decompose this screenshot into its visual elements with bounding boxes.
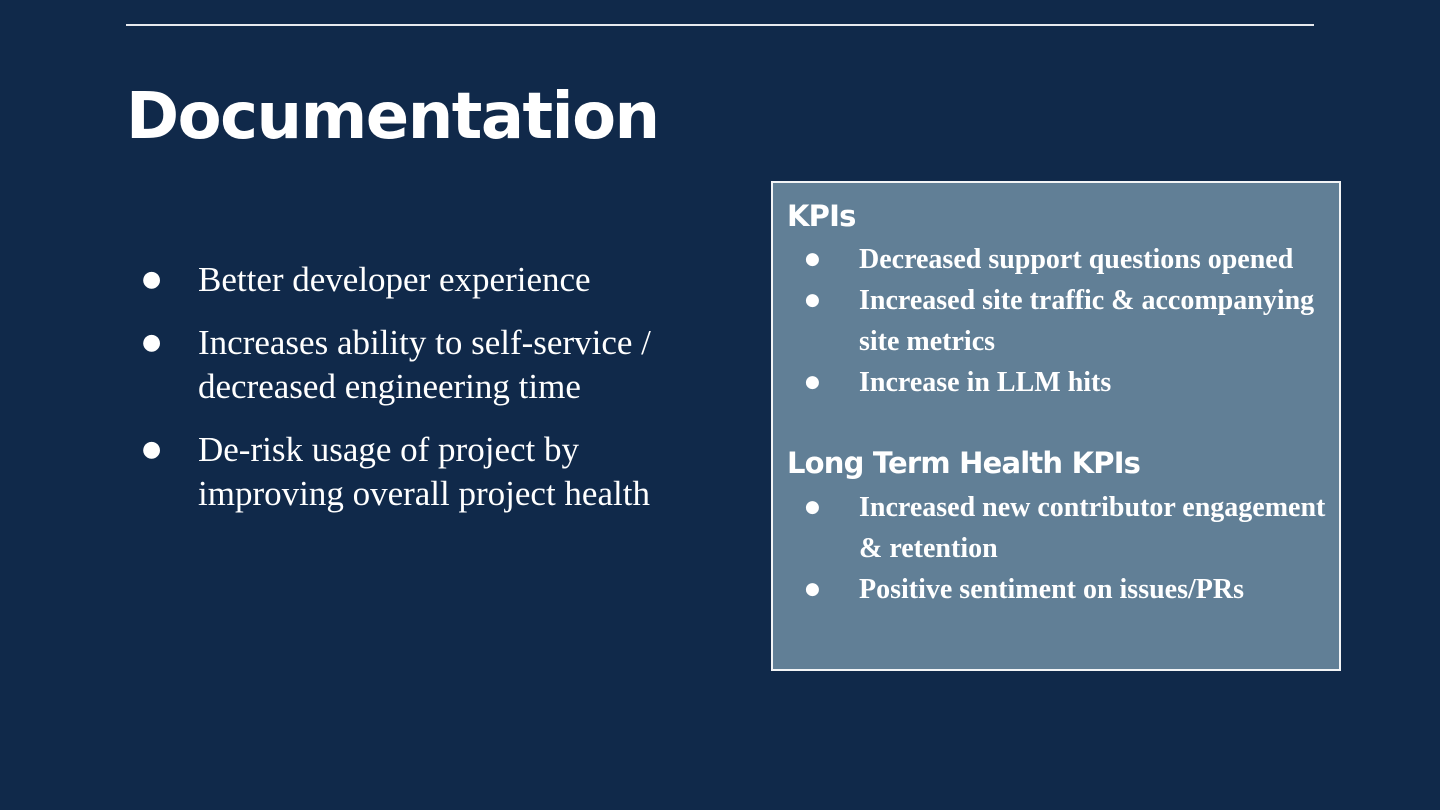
- kpi-panel: [771, 181, 1341, 671]
- kpis-list: [803, 239, 1333, 403]
- long-term-kpi-text: Positive sentiment on issues/PRs: [859, 574, 1244, 605]
- bullet-icon: ●: [805, 290, 820, 310]
- benefits-list: [140, 258, 680, 535]
- long-term-kpi-text: Increased new contributor engagement & retention: [859, 492, 1326, 564]
- benefit-item: [140, 428, 680, 516]
- kpi-item: [803, 362, 1333, 403]
- bullet-icon: ●: [805, 372, 820, 392]
- slide-title: Documentation: [126, 80, 659, 154]
- benefit-text: Better developer experience: [198, 260, 591, 299]
- kpi-text: Decreased support questions opened: [859, 244, 1294, 275]
- kpi-item: [803, 239, 1333, 280]
- kpi-text: Increased site traffic & accompanying site metrics: [859, 285, 1315, 357]
- benefit-item: [140, 258, 680, 302]
- benefit-text: De-risk usage of project by improving overall project health: [198, 430, 650, 513]
- bullet-icon: ●: [805, 497, 820, 517]
- benefit-text: Increases ability to self-service / decreased engineering time: [198, 323, 651, 406]
- kpi-item: [803, 280, 1333, 362]
- top-divider-line: [126, 24, 1314, 26]
- bullet-icon: ●: [142, 267, 162, 292]
- kpis-heading: KPIs: [787, 199, 856, 233]
- long-term-kpi-item: [803, 487, 1333, 569]
- bullet-icon: ●: [142, 437, 162, 462]
- long-term-health-heading: Long Term Health KPIs: [787, 446, 1141, 480]
- bullet-icon: ●: [805, 579, 820, 599]
- long-term-kpi-item: [803, 569, 1333, 610]
- kpi-text: Increase in LLM hits: [859, 367, 1112, 398]
- benefit-item: [140, 321, 680, 409]
- bullet-icon: ●: [142, 330, 162, 355]
- long-term-kpis-list: [803, 487, 1333, 610]
- bullet-icon: ●: [805, 249, 820, 269]
